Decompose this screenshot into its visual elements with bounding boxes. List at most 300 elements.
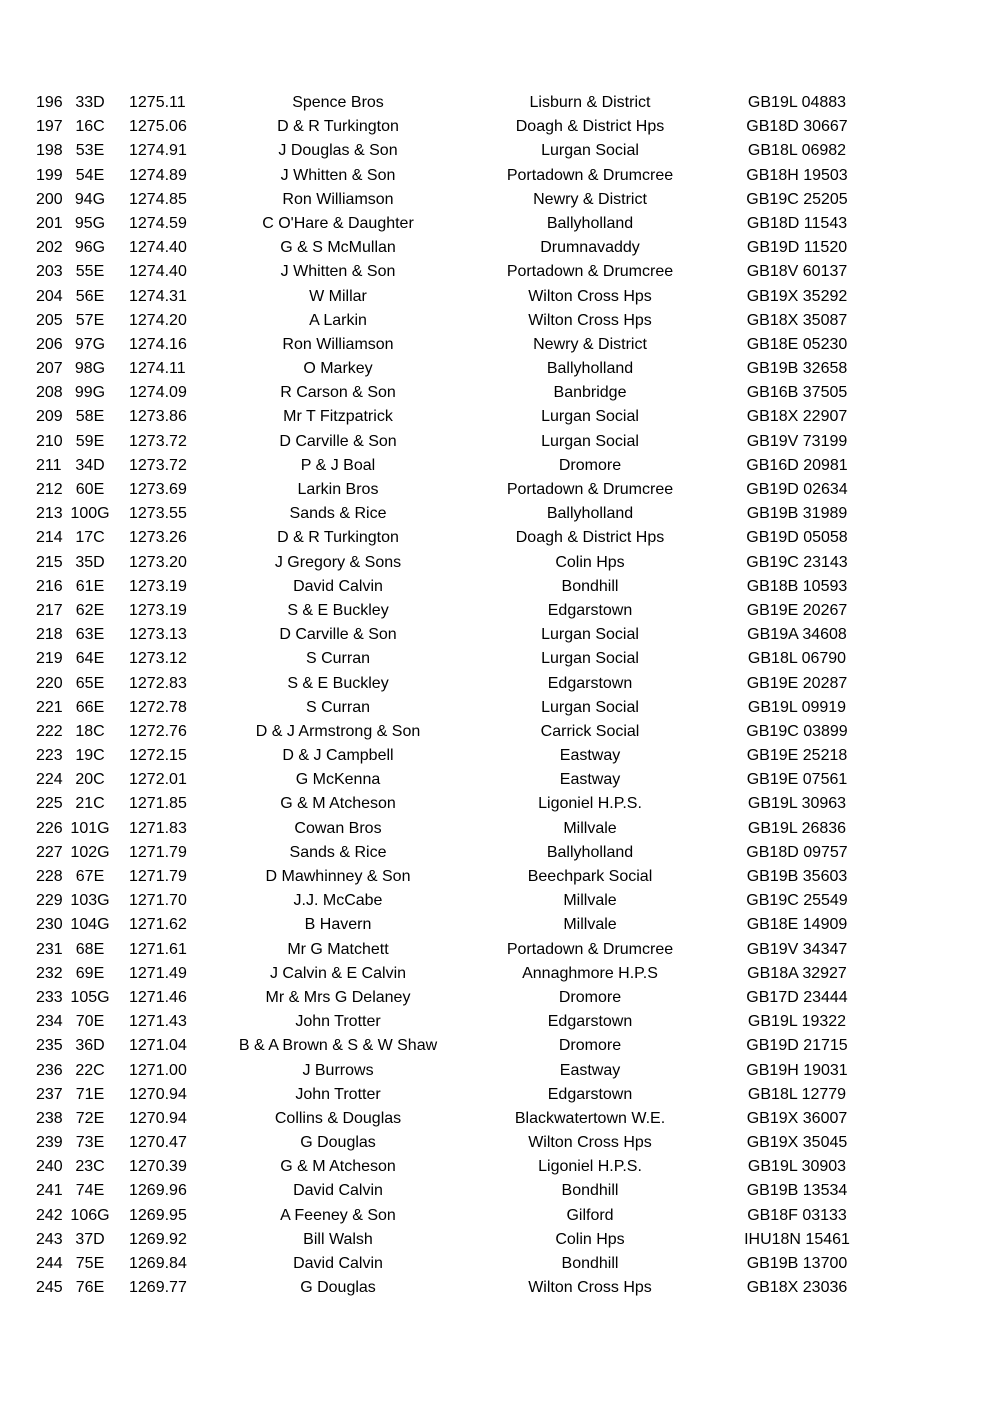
table-row bbox=[0, 841, 993, 865]
section-cell: 95G bbox=[74, 214, 106, 232]
ring-number-cell: GB19X 35292 bbox=[746, 287, 848, 305]
ring-number-cell: GB19D 11520 bbox=[746, 239, 848, 257]
ring-number-cell: GB19L 30963 bbox=[747, 795, 847, 813]
fancier-name-cell: Sands & Rice bbox=[289, 505, 387, 523]
velocity-cell: 1272.76 bbox=[129, 722, 187, 740]
velocity-cell: 1274.40 bbox=[129, 263, 187, 281]
velocity-cell: 1274.59 bbox=[129, 214, 187, 232]
ring-number-cell: GB18V 60137 bbox=[746, 263, 848, 281]
velocity-cell: 1269.84 bbox=[129, 1255, 187, 1272]
velocity-cell: 1271.70 bbox=[129, 892, 187, 910]
club-cell: Lurgan Social bbox=[541, 626, 639, 644]
velocity-cell: 1273.69 bbox=[129, 481, 187, 498]
club-cell: Blackwatertown W.E. bbox=[514, 1109, 666, 1127]
club-cell: Annaghmore H.P.S bbox=[522, 964, 658, 982]
position-cell: 206 bbox=[36, 335, 63, 353]
velocity-cell: 1271.00 bbox=[129, 1061, 187, 1079]
fancier-name-cell: D Carville & Son bbox=[279, 626, 397, 644]
position-cell: 232 bbox=[36, 964, 63, 982]
ring-number-cell: GB18X 23036 bbox=[746, 1279, 848, 1297]
position-cell: 222 bbox=[36, 722, 63, 740]
club-cell: Doagh & District Hps bbox=[515, 118, 665, 136]
club-cell: Bondhill bbox=[561, 1182, 619, 1200]
table-row bbox=[0, 720, 993, 744]
velocity-cell: 1272.15 bbox=[129, 747, 187, 765]
club-cell: Bondhill bbox=[561, 577, 619, 595]
velocity-cell: 1275.11 bbox=[129, 94, 186, 111]
fancier-name-cell: P & J Boal bbox=[300, 456, 376, 474]
ring-number-cell: GB19B 31989 bbox=[746, 505, 848, 523]
club-cell: Newry & District bbox=[533, 190, 647, 208]
table-row bbox=[0, 986, 993, 1010]
ring-number-cell: GB19E 07561 bbox=[746, 771, 848, 789]
table-row bbox=[0, 1155, 993, 1179]
velocity-cell: 1275.06 bbox=[129, 118, 187, 136]
table-row bbox=[0, 430, 993, 454]
velocity-cell: 1274.20 bbox=[129, 311, 187, 329]
ring-number-cell: GB19H 19031 bbox=[746, 1061, 848, 1079]
ring-number-cell: GB18H 19503 bbox=[746, 166, 848, 184]
ring-number-cell: GB18D 11543 bbox=[746, 214, 848, 232]
club-cell: Ballyholland bbox=[546, 843, 634, 861]
table-row bbox=[0, 1252, 993, 1276]
club-cell: Millvale bbox=[563, 892, 617, 910]
position-cell: 198 bbox=[36, 142, 63, 160]
position-cell: 230 bbox=[36, 916, 63, 934]
ring-number-cell: GB19E 25218 bbox=[746, 747, 848, 765]
table-row bbox=[0, 1228, 993, 1252]
table-row bbox=[0, 913, 993, 937]
fancier-name-cell: Ron Williamson bbox=[282, 190, 394, 208]
fancier-name-cell: W Millar bbox=[309, 287, 367, 305]
section-cell: 76E bbox=[75, 1279, 105, 1297]
velocity-cell: 1274.11 bbox=[129, 360, 186, 378]
section-cell: 36D bbox=[75, 1037, 105, 1055]
ring-number-cell: GB19B 13700 bbox=[746, 1255, 848, 1272]
fancier-name-cell: S Curran bbox=[305, 698, 371, 716]
table-row bbox=[0, 696, 993, 720]
ring-number-cell: GB18E 14909 bbox=[746, 916, 848, 934]
ring-number-cell: GB19L 09919 bbox=[747, 698, 847, 716]
fancier-name-cell: D & J Campbell bbox=[282, 747, 394, 765]
table-row bbox=[0, 1131, 993, 1155]
section-cell: 106G bbox=[70, 1206, 110, 1224]
fancier-name-cell: David Calvin bbox=[293, 1182, 383, 1200]
fancier-name-cell: D & R Turkington bbox=[277, 529, 399, 547]
table-row bbox=[0, 212, 993, 236]
table-row bbox=[0, 1204, 993, 1228]
section-cell: 70E bbox=[75, 1013, 105, 1031]
table-row bbox=[0, 1276, 993, 1300]
club-cell: Dromore bbox=[558, 456, 622, 474]
table-row bbox=[0, 647, 993, 671]
velocity-cell: 1273.19 bbox=[129, 577, 187, 595]
table-row bbox=[0, 188, 993, 212]
section-cell: 56E bbox=[75, 287, 105, 305]
ring-number-cell: GB19D 21715 bbox=[746, 1037, 848, 1055]
section-cell: 22C bbox=[75, 1061, 105, 1079]
club-cell: Lurgan Social bbox=[541, 142, 639, 160]
table-row bbox=[0, 333, 993, 357]
ring-number-cell: GB18L 06982 bbox=[747, 142, 847, 160]
club-cell: Lisburn & District bbox=[529, 94, 651, 111]
ring-number-cell: GB18E 05230 bbox=[746, 335, 848, 353]
velocity-cell: 1271.61 bbox=[129, 940, 187, 958]
velocity-cell: 1269.96 bbox=[129, 1182, 187, 1200]
club-cell: Portadown & Drumcree bbox=[506, 166, 674, 184]
fancier-name-cell: Mr G Matchett bbox=[287, 940, 389, 958]
position-cell: 205 bbox=[36, 311, 63, 329]
section-cell: 71E bbox=[75, 1085, 105, 1103]
velocity-cell: 1273.26 bbox=[129, 529, 187, 547]
ring-number-cell: GB19E 20267 bbox=[746, 601, 848, 619]
position-cell: 210 bbox=[36, 432, 63, 450]
position-cell: 224 bbox=[36, 771, 63, 789]
section-cell: 20C bbox=[75, 771, 105, 789]
club-cell: Ligoniel H.P.S. bbox=[538, 1158, 642, 1176]
section-cell: 73E bbox=[75, 1134, 105, 1152]
ring-number-cell: GB19C 23143 bbox=[746, 553, 848, 571]
fancier-name-cell: S & E Buckley bbox=[287, 601, 389, 619]
table-row bbox=[0, 454, 993, 478]
section-cell: 59E bbox=[75, 432, 105, 450]
fancier-name-cell: David Calvin bbox=[293, 1255, 383, 1272]
velocity-cell: 1273.12 bbox=[129, 650, 187, 668]
section-cell: 96G bbox=[74, 239, 106, 257]
section-cell: 17C bbox=[75, 529, 105, 547]
club-cell: Millvale bbox=[563, 916, 617, 934]
section-cell: 54E bbox=[75, 166, 105, 184]
position-cell: 235 bbox=[36, 1037, 63, 1055]
section-cell: 99G bbox=[74, 384, 106, 402]
fancier-name-cell: Sands & Rice bbox=[289, 843, 387, 861]
table-row bbox=[0, 309, 993, 333]
table-row bbox=[0, 672, 993, 696]
ring-number-cell: GB19L 04883 bbox=[747, 94, 847, 111]
velocity-cell: 1271.79 bbox=[129, 868, 187, 885]
table-row bbox=[0, 599, 993, 623]
fancier-name-cell: A Larkin bbox=[309, 311, 367, 329]
velocity-cell: 1273.86 bbox=[129, 408, 187, 426]
table-row bbox=[0, 357, 993, 381]
ring-number-cell: GB18D 30667 bbox=[746, 118, 848, 136]
club-cell: Ballyholland bbox=[546, 505, 634, 523]
position-cell: 214 bbox=[36, 529, 63, 547]
table-row bbox=[0, 889, 993, 913]
ring-number-cell: GB19L 26836 bbox=[747, 819, 847, 837]
club-cell: Colin Hps bbox=[555, 1230, 625, 1248]
ring-number-cell: GB19B 35603 bbox=[746, 868, 848, 885]
fancier-name-cell: Bill Walsh bbox=[303, 1230, 373, 1248]
club-cell: Ballyholland bbox=[546, 214, 634, 232]
fancier-name-cell: B & A Brown & S & W Shaw bbox=[238, 1037, 438, 1055]
position-cell: 243 bbox=[36, 1230, 63, 1248]
velocity-cell: 1271.43 bbox=[129, 1013, 187, 1031]
table-row bbox=[0, 865, 993, 889]
section-cell: 69E bbox=[75, 964, 105, 982]
position-cell: 221 bbox=[36, 698, 63, 716]
velocity-cell: 1274.91 bbox=[129, 142, 187, 160]
table-row bbox=[0, 744, 993, 768]
ring-number-cell: GB18F 03133 bbox=[747, 1206, 847, 1224]
position-cell: 237 bbox=[36, 1085, 63, 1103]
position-cell: 226 bbox=[36, 819, 63, 837]
velocity-cell: 1274.16 bbox=[129, 335, 187, 353]
position-cell: 211 bbox=[36, 456, 62, 474]
velocity-cell: 1271.62 bbox=[129, 916, 187, 934]
ring-number-cell: GB19L 30903 bbox=[747, 1158, 847, 1176]
velocity-cell: 1271.46 bbox=[129, 988, 187, 1006]
club-cell: Portadown & Drumcree bbox=[506, 940, 674, 958]
fancier-name-cell: D Carville & Son bbox=[279, 432, 397, 450]
club-cell: Eastway bbox=[559, 771, 621, 789]
position-cell: 231 bbox=[36, 940, 63, 958]
ring-number-cell: GB19C 25205 bbox=[746, 190, 848, 208]
club-cell: Carrick Social bbox=[540, 722, 640, 740]
section-cell: 60E bbox=[75, 481, 105, 498]
fancier-name-cell: John Trotter bbox=[295, 1085, 381, 1103]
position-cell: 196 bbox=[36, 94, 63, 111]
velocity-cell: 1273.20 bbox=[129, 553, 187, 571]
position-cell: 217 bbox=[36, 601, 63, 619]
fancier-name-cell: J Whitten & Son bbox=[280, 263, 396, 281]
section-cell: 72E bbox=[75, 1109, 105, 1127]
position-cell: 200 bbox=[36, 190, 63, 208]
velocity-cell: 1273.55 bbox=[129, 505, 187, 523]
section-cell: 16C bbox=[75, 118, 105, 136]
club-cell: Lurgan Social bbox=[541, 408, 639, 426]
club-cell: Wilton Cross Hps bbox=[528, 1279, 652, 1297]
velocity-cell: 1272.83 bbox=[129, 674, 187, 692]
velocity-cell: 1269.77 bbox=[129, 1279, 187, 1297]
section-cell: 98G bbox=[74, 360, 106, 378]
fancier-name-cell: J Gregory & Sons bbox=[274, 553, 402, 571]
position-cell: 244 bbox=[36, 1255, 63, 1272]
section-cell: 74E bbox=[75, 1182, 105, 1200]
ring-number-cell: GB19B 13534 bbox=[746, 1182, 848, 1200]
section-cell: 33D bbox=[75, 94, 105, 111]
table-row bbox=[0, 285, 993, 309]
velocity-cell: 1271.49 bbox=[129, 964, 187, 982]
position-cell: 238 bbox=[36, 1109, 63, 1127]
section-cell: 57E bbox=[75, 311, 105, 329]
table-row bbox=[0, 575, 993, 599]
table-row bbox=[0, 139, 993, 163]
velocity-cell: 1274.89 bbox=[129, 166, 187, 184]
position-cell: 245 bbox=[36, 1279, 63, 1297]
ring-number-cell: GB19C 25549 bbox=[746, 892, 848, 910]
club-cell: Banbridge bbox=[553, 384, 627, 402]
section-cell: 37D bbox=[75, 1230, 105, 1248]
fancier-name-cell: O Markey bbox=[303, 360, 373, 378]
club-cell: Portadown & Drumcree bbox=[506, 481, 674, 498]
table-row bbox=[0, 260, 993, 284]
table-row bbox=[0, 768, 993, 792]
ring-number-cell: GB19C 03899 bbox=[746, 722, 848, 740]
section-cell: 100G bbox=[70, 505, 110, 523]
fancier-name-cell: D & J Armstrong & Son bbox=[255, 722, 421, 740]
position-cell: 220 bbox=[36, 674, 63, 692]
section-cell: 62E bbox=[75, 601, 105, 619]
position-cell: 201 bbox=[36, 214, 63, 232]
velocity-cell: 1272.78 bbox=[129, 698, 187, 716]
position-cell: 216 bbox=[36, 577, 63, 595]
table-row bbox=[0, 91, 993, 115]
club-cell: Eastway bbox=[559, 747, 621, 765]
table-row bbox=[0, 526, 993, 550]
ring-number-cell: GB19E 20287 bbox=[746, 674, 848, 692]
club-cell: Dromore bbox=[558, 1037, 622, 1055]
position-cell: 199 bbox=[36, 166, 63, 184]
table-row bbox=[0, 792, 993, 816]
ring-number-cell: GB19A 34608 bbox=[747, 626, 847, 644]
velocity-cell: 1269.92 bbox=[129, 1230, 187, 1248]
table-row bbox=[0, 1083, 993, 1107]
club-cell: Edgarstown bbox=[547, 1013, 633, 1031]
position-cell: 213 bbox=[36, 505, 63, 523]
club-cell: Bondhill bbox=[561, 1255, 619, 1272]
table-row bbox=[0, 405, 993, 429]
club-cell: Lurgan Social bbox=[541, 432, 639, 450]
section-cell: 66E bbox=[75, 698, 105, 716]
club-cell: Millvale bbox=[563, 819, 617, 837]
fancier-name-cell: Cowan Bros bbox=[294, 819, 382, 837]
section-cell: 97G bbox=[74, 335, 106, 353]
position-cell: 239 bbox=[36, 1134, 63, 1152]
ring-number-cell: GB18L 06790 bbox=[747, 650, 847, 668]
fancier-name-cell: G McKenna bbox=[295, 771, 381, 789]
velocity-cell: 1274.40 bbox=[129, 239, 187, 257]
table-row bbox=[0, 502, 993, 526]
ring-number-cell: GB18B 10593 bbox=[746, 577, 848, 595]
table-row bbox=[0, 1010, 993, 1034]
club-cell: Drumnavaddy bbox=[540, 239, 640, 257]
fancier-name-cell: J Douglas & Son bbox=[278, 142, 398, 160]
table-row bbox=[0, 478, 993, 502]
ring-number-cell: GB18X 35087 bbox=[746, 311, 848, 329]
section-cell: 104G bbox=[70, 916, 110, 934]
club-cell: Beechpark Social bbox=[527, 868, 653, 885]
section-cell: 105G bbox=[70, 988, 110, 1006]
club-cell: Colin Hps bbox=[555, 553, 625, 571]
table-row bbox=[0, 817, 993, 841]
ring-number-cell: GB17D 23444 bbox=[746, 988, 848, 1006]
table-row bbox=[0, 623, 993, 647]
velocity-cell: 1273.72 bbox=[129, 432, 187, 450]
table-row bbox=[0, 1034, 993, 1058]
position-cell: 242 bbox=[36, 1206, 63, 1224]
section-cell: 103G bbox=[70, 892, 110, 910]
club-cell: Wilton Cross Hps bbox=[528, 311, 652, 329]
table-row bbox=[0, 1179, 993, 1203]
fancier-name-cell: G & M Atcheson bbox=[280, 795, 396, 813]
fancier-name-cell: A Feeney & Son bbox=[280, 1206, 396, 1224]
club-cell: Gilford bbox=[566, 1206, 614, 1224]
velocity-cell: 1270.47 bbox=[129, 1134, 187, 1152]
club-cell: Ballyholland bbox=[546, 360, 634, 378]
club-cell: Edgarstown bbox=[547, 1085, 633, 1103]
fancier-name-cell: Mr T Fitzpatrick bbox=[283, 408, 393, 426]
section-cell: 61E bbox=[75, 577, 105, 595]
ring-number-cell: GB18D 09757 bbox=[746, 843, 848, 861]
velocity-cell: 1271.85 bbox=[129, 795, 187, 813]
velocity-cell: 1272.01 bbox=[129, 771, 187, 789]
fancier-name-cell: John Trotter bbox=[295, 1013, 381, 1031]
velocity-cell: 1273.72 bbox=[129, 456, 187, 474]
position-cell: 240 bbox=[36, 1158, 63, 1176]
table-row bbox=[0, 236, 993, 260]
fancier-name-cell: J.J. McCabe bbox=[293, 892, 383, 910]
club-cell: Eastway bbox=[559, 1061, 621, 1079]
club-cell: Wilton Cross Hps bbox=[528, 1134, 652, 1152]
ring-number-cell: GB16D 20981 bbox=[746, 456, 848, 474]
position-cell: 209 bbox=[36, 408, 63, 426]
section-cell: 55E bbox=[75, 263, 105, 281]
ring-number-cell: GB19V 34347 bbox=[746, 940, 848, 958]
velocity-cell: 1270.94 bbox=[129, 1085, 187, 1103]
position-cell: 197 bbox=[36, 118, 63, 136]
fancier-name-cell: D & R Turkington bbox=[277, 118, 399, 136]
velocity-cell: 1270.39 bbox=[129, 1158, 187, 1176]
section-cell: 21C bbox=[75, 795, 105, 813]
section-cell: 53E bbox=[75, 142, 105, 160]
table-row bbox=[0, 164, 993, 188]
ring-number-cell: GB18X 22907 bbox=[746, 408, 848, 426]
velocity-cell: 1271.79 bbox=[129, 843, 187, 861]
position-cell: 204 bbox=[36, 287, 63, 305]
section-cell: 102G bbox=[70, 843, 110, 861]
fancier-name-cell: David Calvin bbox=[293, 577, 383, 595]
fancier-name-cell: B Havern bbox=[304, 916, 372, 934]
table-row bbox=[0, 551, 993, 575]
position-cell: 202 bbox=[36, 239, 63, 257]
club-cell: Portadown & Drumcree bbox=[506, 263, 674, 281]
section-cell: 34D bbox=[75, 456, 105, 474]
table-row bbox=[0, 938, 993, 962]
velocity-cell: 1270.94 bbox=[129, 1109, 187, 1127]
velocity-cell: 1273.13 bbox=[129, 626, 187, 644]
position-cell: 227 bbox=[36, 843, 63, 861]
section-cell: 35D bbox=[75, 553, 105, 571]
fancier-name-cell: S Curran bbox=[305, 650, 371, 668]
position-cell: 203 bbox=[36, 263, 63, 281]
velocity-cell: 1274.09 bbox=[129, 384, 187, 402]
club-cell: Lurgan Social bbox=[541, 650, 639, 668]
fancier-name-cell: R Carson & Son bbox=[280, 384, 396, 402]
club-cell: Wilton Cross Hps bbox=[528, 287, 652, 305]
club-cell: Edgarstown bbox=[547, 601, 633, 619]
fancier-name-cell: G Douglas bbox=[300, 1134, 376, 1152]
section-cell: 19C bbox=[75, 747, 105, 765]
club-cell: Edgarstown bbox=[547, 674, 633, 692]
club-cell: Lurgan Social bbox=[541, 698, 639, 716]
ring-number-cell: IHU18N 15461 bbox=[744, 1230, 850, 1248]
table-row bbox=[0, 1059, 993, 1083]
fancier-name-cell: C O'Hare & Daughter bbox=[262, 214, 414, 232]
section-cell: 75E bbox=[75, 1255, 105, 1272]
club-cell: Dromore bbox=[558, 988, 622, 1006]
fancier-name-cell: Ron Williamson bbox=[282, 335, 394, 353]
position-cell: 234 bbox=[36, 1013, 63, 1031]
position-cell: 218 bbox=[36, 626, 63, 644]
position-cell: 241 bbox=[36, 1182, 63, 1200]
section-cell: 68E bbox=[75, 940, 105, 958]
section-cell: 58E bbox=[75, 408, 105, 426]
velocity-cell: 1274.31 bbox=[129, 287, 187, 305]
ring-number-cell: GB19X 36007 bbox=[746, 1109, 848, 1127]
position-cell: 208 bbox=[36, 384, 63, 402]
position-cell: 233 bbox=[36, 988, 63, 1006]
